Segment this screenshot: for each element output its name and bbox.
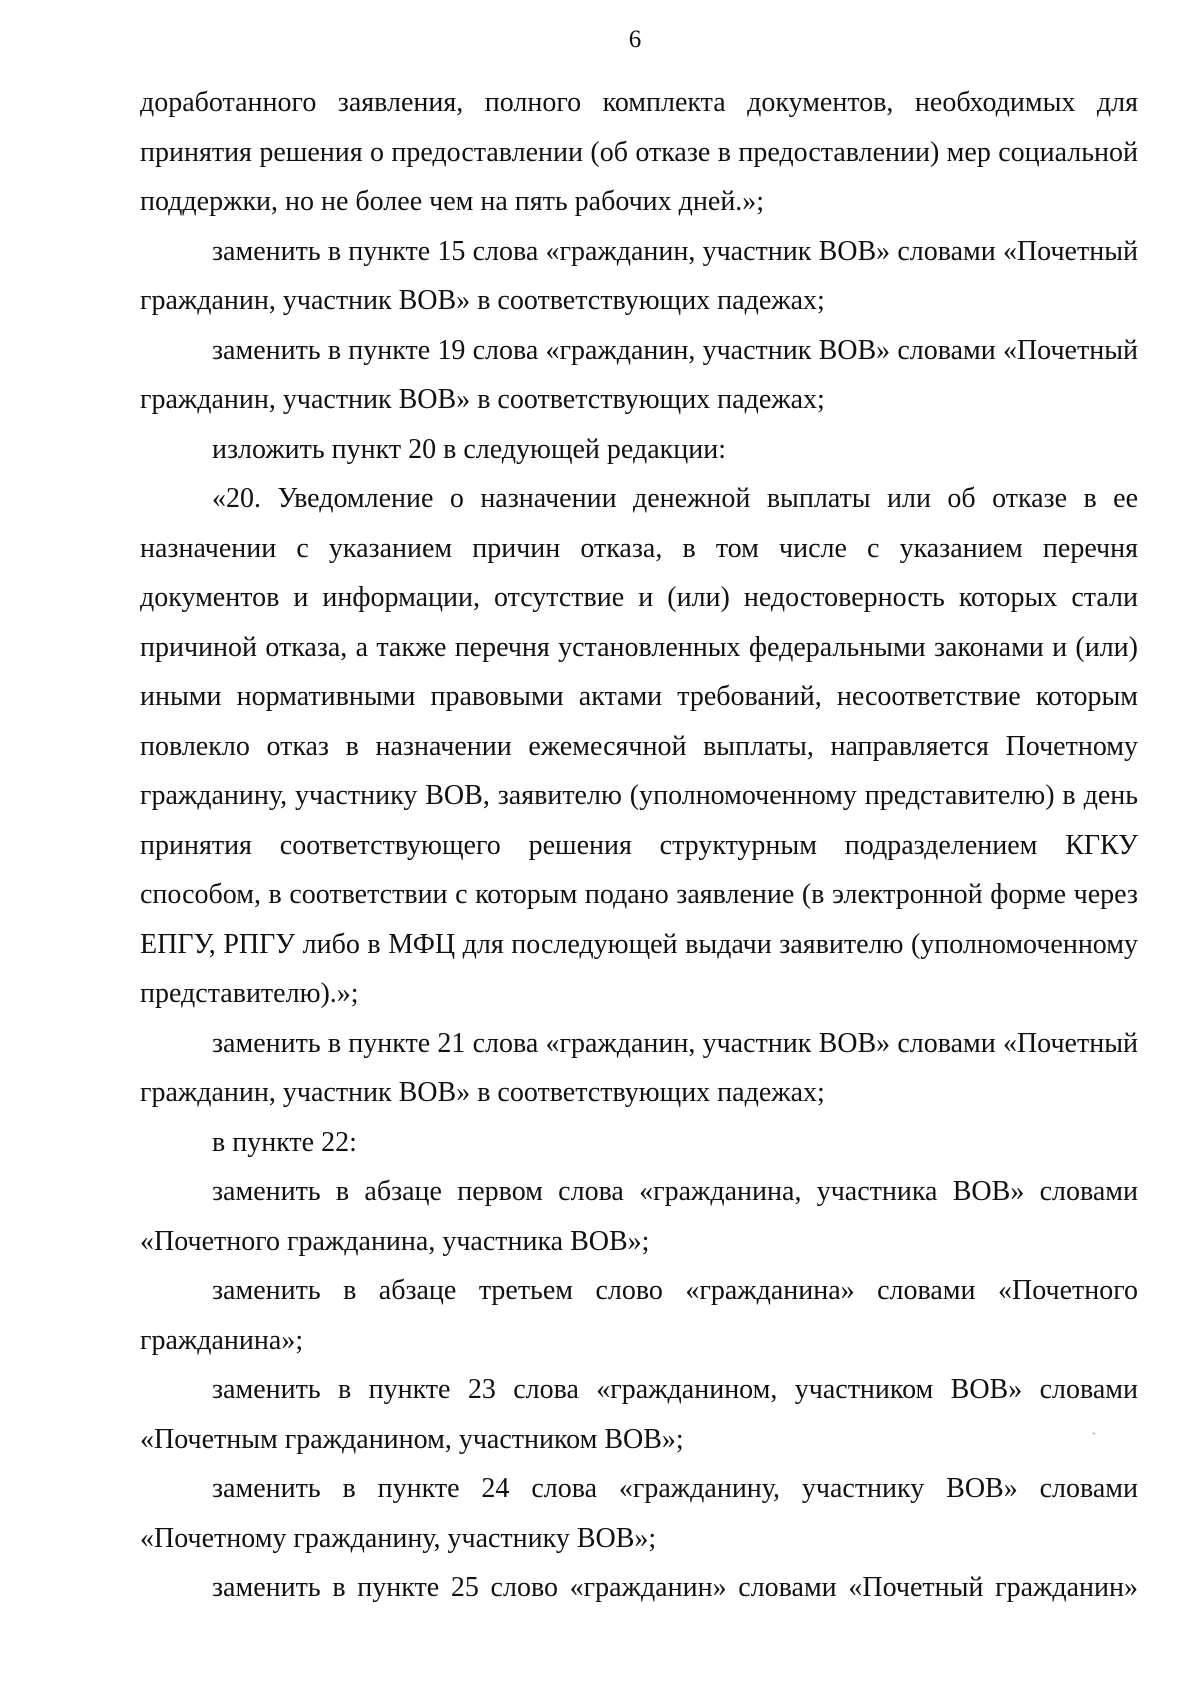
scan-mark: ` [1092, 1430, 1096, 1444]
document-body [140, 78, 1138, 1613]
paragraph-item-23: заменить в пункте 23 слова «гражданином, участником ВОВ» словами «Почетным гражданином, участником ВОВ»; [140, 1374, 1138, 1455]
paragraph-item-20-intro: изложить пункт 20 в следующей редакции: [212, 433, 726, 465]
paragraph-item-22-intro: в пункте 22: [212, 1126, 357, 1158]
paragraph-item-22-first: заменить в абзаце первом слова «гражданина, участника ВОВ» словами «Почетного гражданина, участника ВОВ»; [140, 1176, 1138, 1257]
paragraph-item-15: заменить в пункте 15 слова «гражданин, участник ВОВ» словами «Почетный гражданин, участник ВОВ» в соответствующих падежах; [140, 235, 1138, 316]
paragraph-item-24: заменить в пункте 24 слова «гражданину, участнику ВОВ» словами «Почетному гражданину, участнику ВОВ»; [140, 1473, 1138, 1554]
paragraph-item-19: заменить в пункте 19 слова «гражданин, участник ВОВ» словами «Почетный гражданин, участник ВОВ» в соответствующих падежах; [140, 334, 1138, 415]
paragraph-continuation: доработанного заявления, полного комплекта документов, необходимых для принятия решения о предоставлении (об отказе в предоставлении) мер социальной поддержки, но не более чем на пять рабочих дней.»; [140, 87, 1138, 217]
paragraph-item-22-third: заменить в абзаце третьем слово «гражданина» словами «Почетного гражданина»; [140, 1275, 1138, 1356]
paragraph-item-20-text: «20. Уведомление о назначении денежной выплаты или об отказе в ее назначении с указанием причин отказа, в том числе с указанием перечня документов и информации, отсутствие и (или) недостоверность которых стали причиной отказа, а также перечня установленных федеральными законами и (или) иными нормативными правовыми актами требований, несоответствие которым повлекло отказ в назначении ежемесячной выплаты, направляется Почетному гражданину, участнику ВОВ, заявителю (уполномоченному представителю) в день принятия соответствующего решения структурным подразделением КГКУ способом, в соответствии с которым подано заявление (в электронной форме через ЕПГУ, РПГУ либо в МФЦ для последующей выдачи заявителю (уполномоченному представителю).»; [140, 483, 1138, 1009]
paragraph-item-25: заменить в пункте 25 слово «гражданин» словами «Почетный гражданин» [212, 1572, 1138, 1603]
paragraph-item-21: заменить в пункте 21 слова «гражданин, участник ВОВ» словами «Почетный гражданин, участник ВОВ» в соответствующих падежах; [140, 1027, 1138, 1108]
page-number: 6 [628, 26, 642, 53]
